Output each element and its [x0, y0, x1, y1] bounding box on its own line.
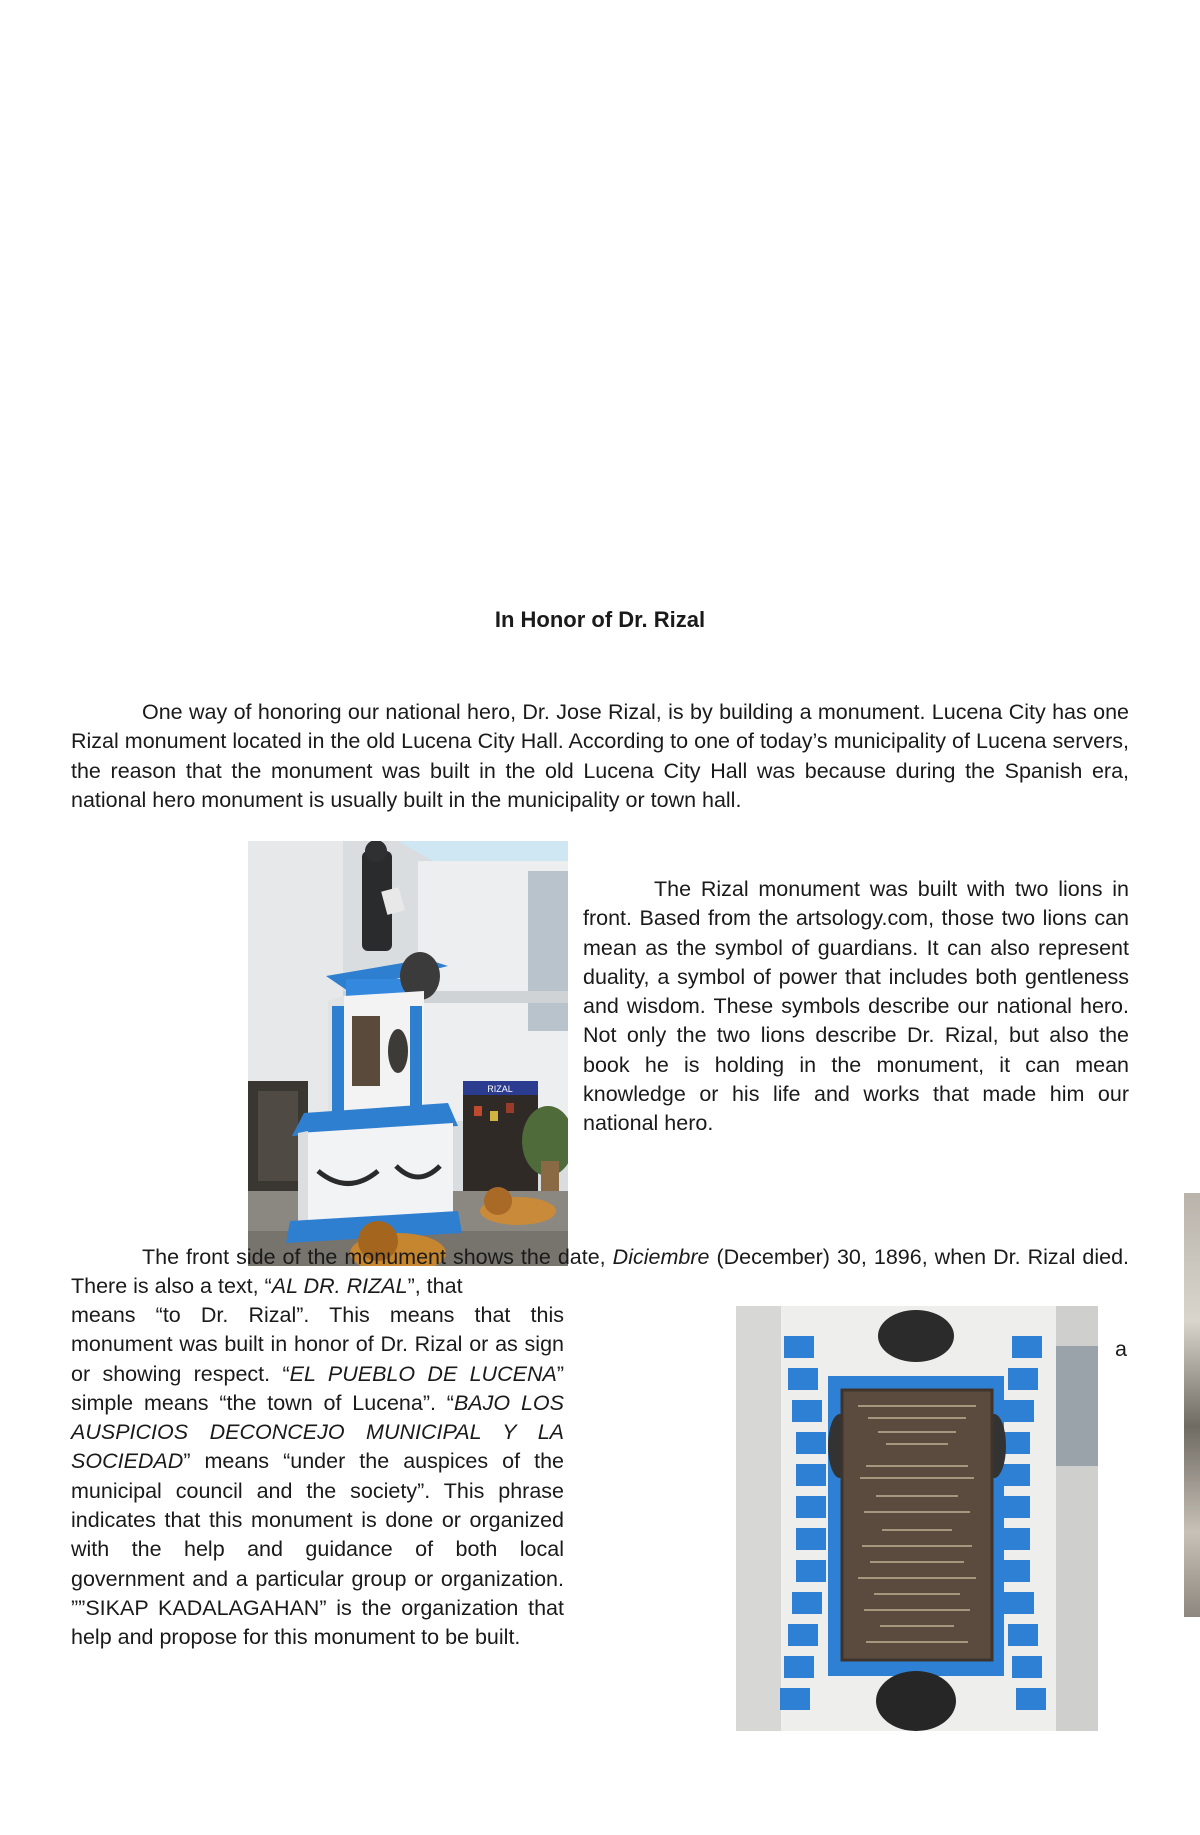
paragraph-3-text-5: ” simple means “the town of Lucena”. “	[71, 1361, 564, 1415]
paragraph-3-text-1: The front side of the monument shows the date,	[142, 1245, 613, 1269]
al-dr-rizal-term: AL DR. RIZAL	[271, 1274, 408, 1299]
plaque-photo-illustration	[736, 1306, 1098, 1731]
monument-photo-illustration	[248, 841, 568, 1266]
paragraph-2: The Rizal monument was built with two lions in front. Based from the artsology.com, those two lions can mean as the symbol of guardians. It can also represent duality, a symbol of power that includes both gentleness and wisdom. These symbols describe our national hero. Not only the two lions describe Dr. Rizal, but also the book he is holding in the monument, it can mean knowledge or his life and works that made him our national hero.	[583, 877, 1129, 1136]
monument-photo	[248, 841, 568, 1266]
paragraph-3-text-4: means “to Dr. Rizal”. This means that this monument was built in honor of Dr. Rizal or as sign or showing respect. “	[71, 1303, 564, 1386]
diciembre-term: Diciembre	[612, 1245, 710, 1269]
edge-image-fragment	[1184, 1193, 1200, 1617]
plaque-photo	[736, 1306, 1098, 1731]
paragraph-3-intro	[71, 1243, 1129, 1302]
paragraph-1: One way of honoring our national hero, Dr. Jose Rizal, is by building a monument. Lucena City has one Rizal monument located in the old Lucena City Hall. According to one of today’s municipality of Lucena servers, the reason that the monument was built in the old Lucena City Hall was because during the Spanish era, national hero monument is usually built in the municipality or town hall.	[71, 700, 1129, 812]
bajo-term: BAJO LOS AUSPICIOS DECONCEJO MUNICIPAL Y LA SOCIEDAD	[71, 1390, 564, 1474]
banner-sign-text: RIZAL	[487, 1084, 513, 1094]
stray-letter: a	[1115, 1337, 1127, 1361]
pueblo-term: EL PUEBLO DE LUCENA	[289, 1361, 557, 1386]
document-title: In Honor of Dr. Rizal	[494, 607, 706, 632]
paragraph-3-text-2: (December) 30, 1896, when Dr. Rizal died. There is also a text, “	[71, 1245, 1129, 1299]
paragraph-3-text-6: ” means “under the auspices of the municipal council and the society”. This phrase indicates that this monument is done or organized with the help and guidance of both local government and a particular group or organization. ””SIKAP KADALAGAHAN” is the organization that help and propose for this monument to be built.	[71, 1449, 564, 1650]
paragraph-3-text-3: ”, that	[407, 1274, 463, 1299]
paragraph-3-body	[71, 1301, 564, 1653]
